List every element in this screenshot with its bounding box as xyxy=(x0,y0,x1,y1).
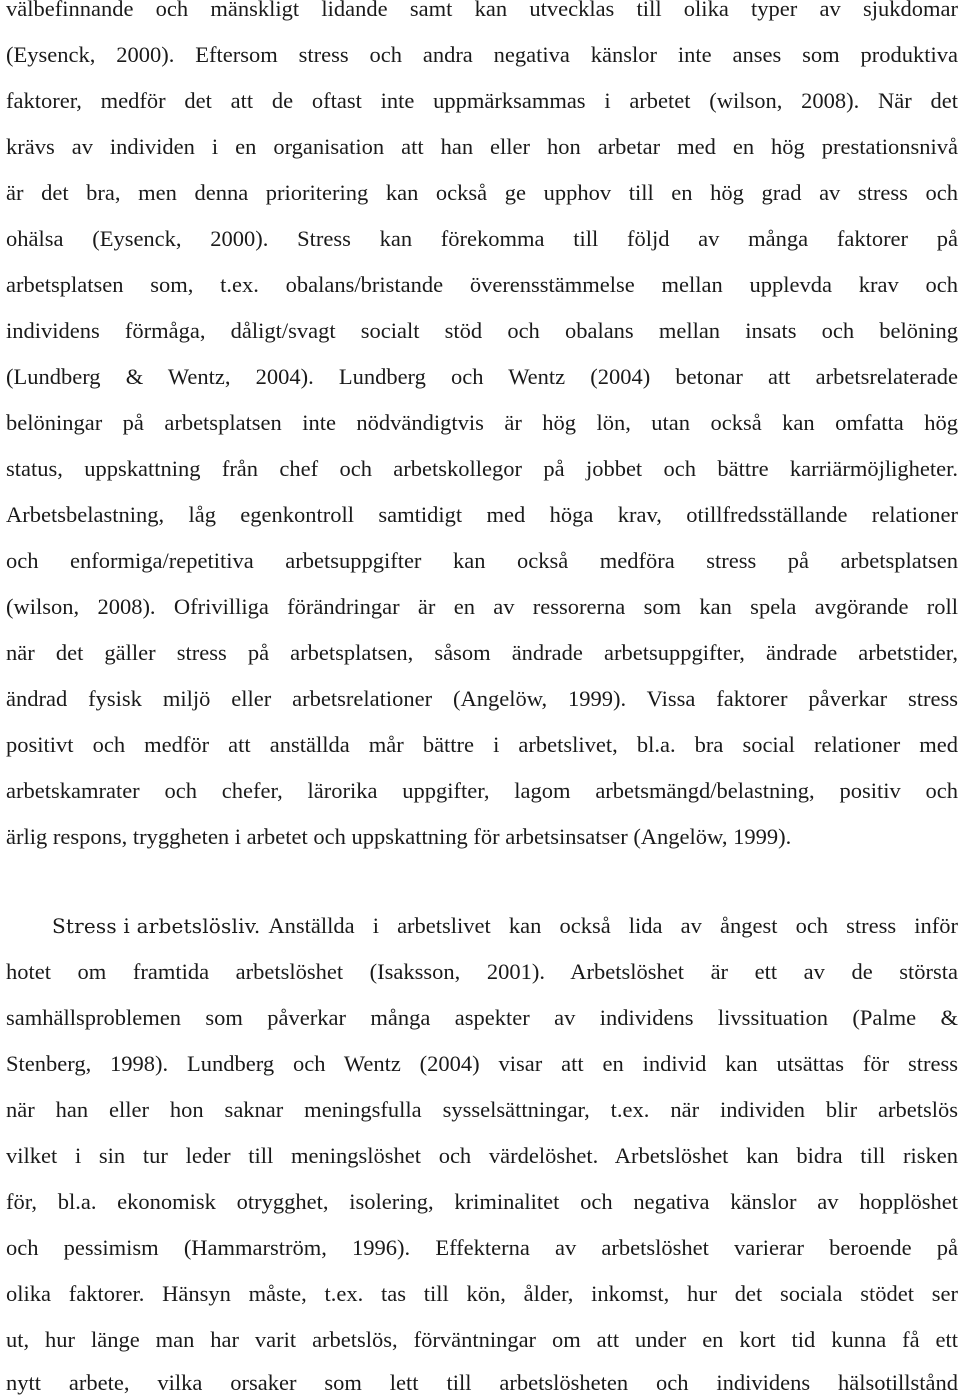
text-line: samhällsproblemen som påverkar många aspekter av individens livssituation (Palme & xyxy=(6,1005,958,1030)
text-line: för, bl.a. ekonomisk otrygghet, isolering, kriminalitet och negativa känslor av hopplöshet xyxy=(6,1189,958,1214)
text-run: Anställda i arbetslivet kan också lida av ångest och stress inför xyxy=(268,913,958,938)
text-line: (wilson, 2008). Ofrivilliga förändringar är en av ressorerna som kan spela avgörande roll xyxy=(6,594,958,619)
text-line: olika faktorer. Hänsyn måste, t.ex. tas till kön, ålder, inkomst, hur det sociala stödet ser xyxy=(6,1281,958,1306)
text-line: (Eysenck, 2000). Eftersom stress och andra negativa känslor inte anses som produktiva xyxy=(6,42,958,67)
text-line: Arbetsbelastning, låg egenkontroll samtidigt med höga krav, otillfredsställande relationer xyxy=(6,502,958,527)
text-line: ändrad fysisk miljö eller arbetsrelationer (Angelöw, 1999). Vissa faktorer påverkar stress xyxy=(6,686,958,711)
text-line: är det bra, men denna prioritering kan också ge upphov till en hög grad av stress och xyxy=(6,180,958,205)
text-line: när det gäller stress på arbetsplatsen, såsom ändrade arbetsuppgifter, ändrade arbetstider, xyxy=(6,640,958,665)
text-line: när han eller hon saknar meningsfulla sysselsättningar, t.ex. när individen blir arbetslös xyxy=(6,1097,958,1122)
text-line: arbetskamrater och chefer, lärorika uppgifter, lagom arbetsmängd/belastning, positiv och xyxy=(6,778,958,803)
text-line: vilket i sin tur leder till meningslöshet och värdelöshet. Arbetslöshet kan bidra till risken xyxy=(6,1143,958,1168)
text-line: belöningar på arbetsplatsen inte nödvändigtvis är hög lön, utan också kan omfatta hög xyxy=(6,410,958,435)
text-line: (Lundberg & Wentz, 2004). Lundberg och Wentz (2004) betonar att arbetsrelaterade xyxy=(6,364,958,389)
text-line: Stenberg, 1998). Lundberg och Wentz (2004) visar att en individ kan utsättas för stress xyxy=(6,1051,958,1076)
text-line: och enformiga/repetitiva arbetsuppgifter kan också medföra stress på arbetsplatsen xyxy=(6,548,958,573)
text-line: hotet om framtida arbetslöshet (Isaksson, 2001). Arbetslöshet är ett av de största xyxy=(6,959,958,984)
text-line: nytt arbete, vilka orsaker som lett till arbetslösheten och individens hälsotillstånd xyxy=(6,1370,958,1395)
text-line: status, uppskattning från chef och arbetskollegor på jobbet och bättre karriärmöjligheter. xyxy=(6,456,958,481)
text-line: faktorer, medför det att de oftast inte uppmärksammas i arbetet (wilson, 2008). När det xyxy=(6,88,958,113)
text-line xyxy=(52,911,958,941)
text-line: välbefinnande och mänskligt lidande samt kan utvecklas till olika typer av sjukdomar xyxy=(6,0,958,21)
section-heading: Stress i arbetslösliv. xyxy=(52,914,261,938)
text-line: och pessimism (Hammarström, 1996). Effekterna av arbetslöshet varierar beroende på xyxy=(6,1235,958,1260)
text-line: ohälsa (Eysenck, 2000). Stress kan förekomma till följd av många faktorer på xyxy=(6,226,958,251)
text-line: ut, hur länge man har varit arbetslös, förväntningar om att under en kort tid kunna få ett xyxy=(6,1327,958,1352)
text-line: ärlig respons, tryggheten i arbetet och uppskattning för arbetsinsatser (Angelöw, 1999). xyxy=(6,824,792,849)
text-line: krävs av individen i en organisation att han eller hon arbetar med en hög prestationsnivå xyxy=(6,134,958,159)
text-line: arbetsplatsen som, t.ex. obalans/bristande överensstämmelse mellan upplevda krav och xyxy=(6,272,958,297)
text-line: positivt och medför att anställda mår bättre i arbetslivet, bl.a. bra social relationer med xyxy=(6,732,958,757)
text-line: individens förmåga, dåligt/svagt socialt stöd och obalans mellan insats och belöning xyxy=(6,318,958,343)
